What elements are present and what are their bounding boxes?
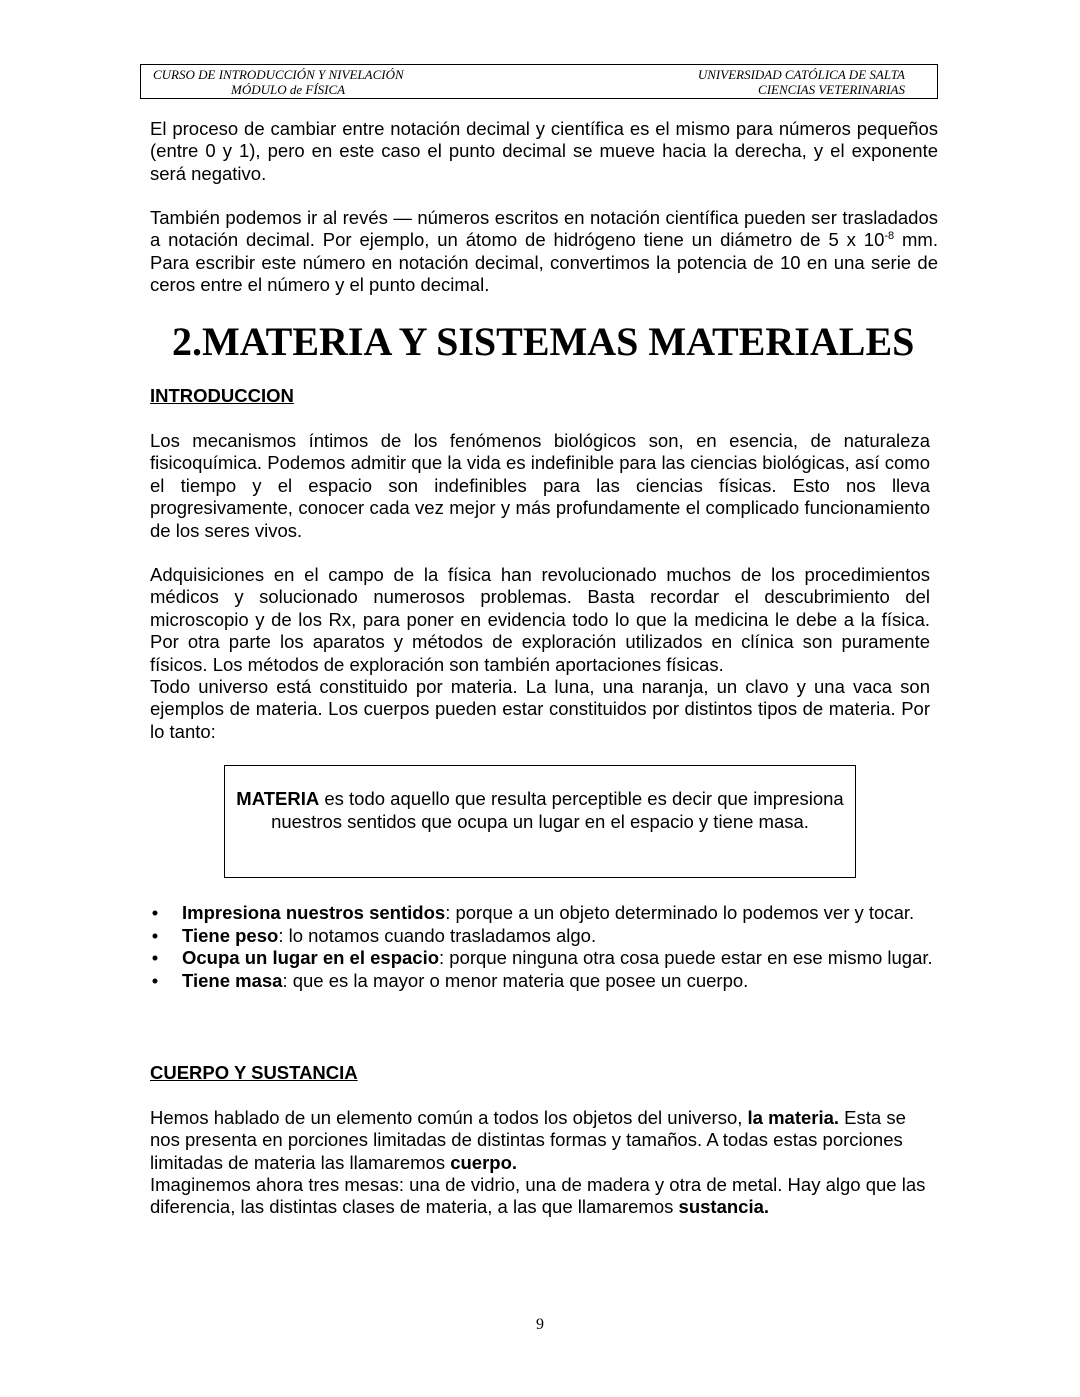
list-item	[150, 970, 940, 993]
property-term: Ocupa un lugar en el espacio	[182, 947, 440, 968]
text-run: mm. Para escribir este número en notación decimal, convertimos la potencia de 10 en una serie de ceros entre el número y el punto decimal.	[150, 229, 938, 296]
course-name: CURSO DE INTRODUCCIÓN Y NIVELACIÓN	[153, 67, 404, 82]
list-item	[150, 925, 940, 948]
bullet-icon: •	[151, 924, 159, 946]
chapter-title: 2.MATERIA Y SISTEMAS MATERIALES	[172, 319, 915, 364]
bold-term: la materia.	[747, 1107, 840, 1128]
paragraph-biological-phenomena: Los mecanismos íntimos de los fenómenos biológicos son, en esencia, de naturaleza fisicoquímica. Podemos admitir que la vida es indefinible para las ciencias biológicas, así como el tiempo y el espacio son indefinibles para las ciencias físicas. Esto nos lleva progresivamente, conocer cada vez mejor y más profundamente el complicado funcionamiento de los seres vivos.	[150, 430, 930, 541]
property-text: : lo notamos cuando trasladamos algo.	[278, 924, 597, 946]
bullet-icon: •	[151, 902, 159, 923]
property-term: Impresiona nuestros sentidos	[182, 902, 446, 923]
definition-box	[224, 765, 856, 878]
property-text: : porque a un objeto determinado lo podemos ver y tocar.	[445, 902, 915, 923]
paragraph-physics-acquisitions: Adquisiciones en el campo de la física han revolucionado muchos de los procedimientos médicos y solucionado numerosos problemas. Basta recordar el descubrimiento del microscopio y de los Rx, para poner en evidencia todo lo que la medicina le debe a la física. Por otra parte los aparatos y métodos de exploración utilizados en clínica son puramente físicos. Los métodos de exploración son también aportaciones físicas.	[150, 564, 930, 675]
page-number: 9	[536, 1316, 544, 1333]
paragraph-decimal-notation: El proceso de cambiar entre notación decimal y científica es el mismo para números pequeños (entre 0 y 1), pero en este caso el punto decimal se mueve hacia la derecha, y el exponente será negativo.	[150, 118, 938, 184]
text-run: Hemos hablado de un elemento común a todos los objetos del universo,	[150, 1107, 748, 1128]
text-run: Imaginemos ahora tres mesas: una de vidrio, una de madera y otra de metal. Hay algo que las diferencia, las distintas clases de materia, a las que llamaremos	[150, 1174, 926, 1218]
bullet-icon: •	[151, 969, 159, 991]
definition-term: MATERIA	[236, 788, 320, 809]
list-item	[150, 947, 940, 970]
header-left	[153, 67, 404, 97]
faculty-name: CIENCIAS VETERINARIAS	[758, 82, 905, 97]
properties-list	[150, 902, 940, 992]
bold-term: sustancia.	[678, 1196, 770, 1218]
university-name: UNIVERSIDAD CATÓLICA DE SALTA	[697, 67, 905, 82]
paragraph-scientific-to-decimal	[150, 207, 938, 297]
paragraph-sustancia	[150, 1174, 930, 1219]
property-term: Tiene peso	[182, 924, 279, 946]
header-right	[698, 67, 905, 97]
page-header	[140, 64, 938, 99]
definition-text: es todo aquello que resulta perceptible es decir que impresiona nuestros sentidos que ocupa un lugar en el espacio y tiene masa.	[271, 788, 844, 832]
text-run: Esta se nos presenta en porciones limitadas de distintas formas y tamaños. A todas estas porciones limitadas de materia las llamaremos	[150, 1107, 906, 1173]
property-term: Tiene masa	[182, 969, 283, 991]
section-heading-cuerpo-sustancia: CUERPO Y SUSTANCIA	[150, 1062, 358, 1083]
bullet-icon: •	[151, 947, 159, 968]
bold-term: cuerpo.	[450, 1151, 518, 1173]
section-heading-introduccion: INTRODUCCION	[150, 385, 294, 406]
property-text: : que es la mayor o menor materia que posee un cuerpo.	[282, 969, 749, 991]
module-name: MÓDULO de FÍSICA	[231, 82, 346, 97]
list-item	[150, 902, 940, 925]
paragraph-universe-matter: Todo universo está constituido por materia. La luna, una naranja, un clavo y una vaca son ejemplos de materia. Los cuerpos pueden estar constituidos por distintos tipos de materia. Por lo tanto:	[150, 676, 930, 742]
exponent: -8	[884, 230, 895, 243]
text-run: También podemos ir al revés — números escritos en notación científica pueden ser trasladados a notación decimal. Por ejemplo, un átomo de hidrógeno tiene un diámetro de 5 x 10	[150, 207, 938, 251]
property-text: : porque ninguna otra cosa puede estar en ese mismo lugar.	[439, 947, 933, 968]
paragraph-cuerpo	[150, 1107, 930, 1174]
